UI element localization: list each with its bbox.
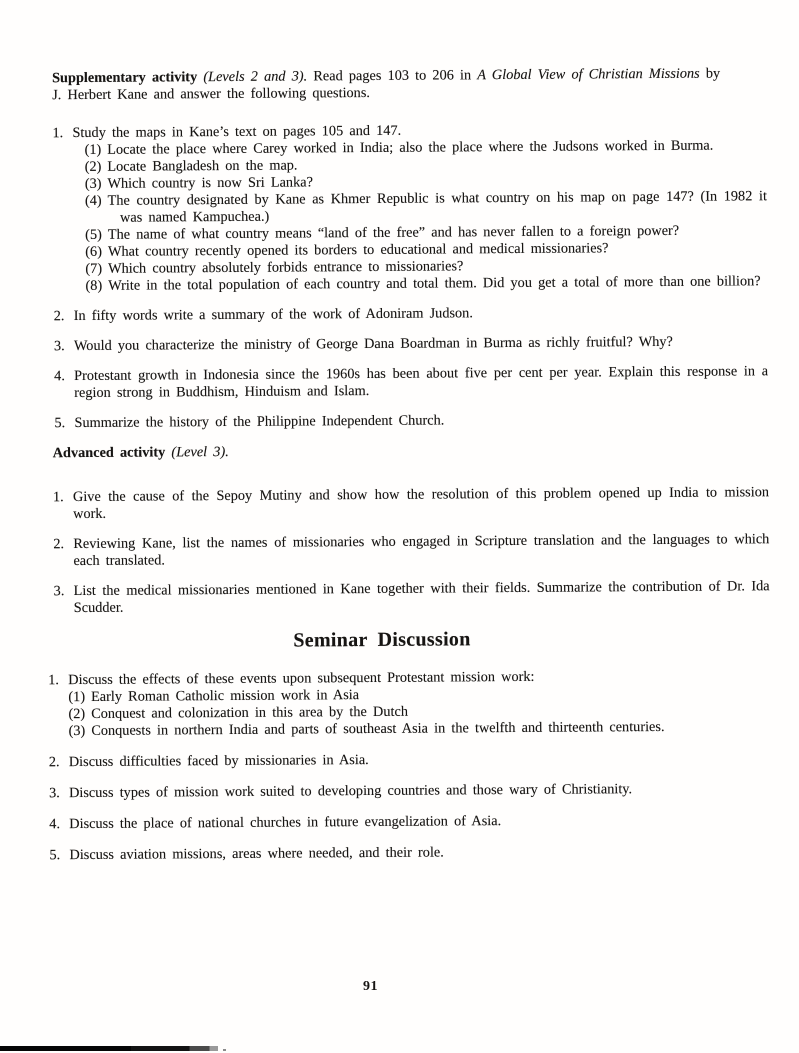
sub-item-text: Write in the total population of each country and total them. Did you get a total of more than one billion? <box>108 273 761 294</box>
sub-item-number: (7) <box>85 260 103 277</box>
item-text: Give the cause of the Sepoy Mutiny and show how the resolution of this problem opened up India to mission work. <box>72 484 770 523</box>
sub-item-number: (1) <box>68 688 86 706</box>
page-number: 91 <box>363 979 378 994</box>
sub-item-text: The country designated by Kane as Khmer Republic is what country on his map on page 147? (In 1982 it was named Kampuchea.) <box>107 188 767 226</box>
item-text: Would you characterize the ministry of George Dana Boardman in Burma as richly fruitful? Why? <box>73 333 673 355</box>
item-number: 1. <box>48 672 60 689</box>
sub-item-8 <box>73 273 767 295</box>
advanced-item-1 <box>53 484 769 523</box>
sub-item-text: Which country is now Sri Lanka? <box>107 174 313 192</box>
item-number: 3. <box>53 338 65 355</box>
item-text: Summarize the history of the Philippine Independent Church. <box>74 412 445 432</box>
item-number: 4. <box>54 368 65 385</box>
item-number: 3. <box>53 583 65 600</box>
seminar-item-3 <box>49 780 769 802</box>
supplementary-item-2 <box>54 303 768 325</box>
scan-artifact-speck <box>223 1049 226 1051</box>
book-title: A Global View of Christian Missions <box>477 65 700 84</box>
item-text: Study the maps in Kane’s text on pages 105 and 147. <box>72 122 402 142</box>
item-number: 2. <box>48 754 60 771</box>
item-body <box>72 120 767 295</box>
supplementary-item-1 <box>52 120 767 295</box>
item-text: Reviewing Kane, list the names of missionaries who engaged in Scripture translation and the languages to which each translated. <box>73 531 770 570</box>
supplementary-heading: Supplementary activity <box>52 69 198 87</box>
page-content <box>0 65 799 879</box>
sub-item-number: (2) <box>68 705 86 723</box>
item-number: 2. <box>53 536 65 553</box>
sub-item-number: (5) <box>85 226 102 243</box>
advanced-item-2 <box>53 531 769 570</box>
sub-item-number: (3) <box>84 175 102 192</box>
sub-item-text: The name of what country means “land of the free” and has never fallen to a foreign power? <box>107 222 680 243</box>
item-text: List the medical missionaries mentioned in Kane together with their fields. Summarize the contribution of Dr. Ida Scudder. <box>73 578 770 617</box>
scan-artifact-bar <box>0 1046 218 1051</box>
supplementary-intro-pre: Read pages 103 to 206 in <box>313 67 472 85</box>
supplementary-level-note: (Levels 2 and 3). <box>203 68 308 86</box>
item-text: Discuss types of mission work suited to developing countries and those wary of Christianity. <box>68 781 633 802</box>
advanced-level-note: (Level 3). <box>171 443 229 461</box>
supplementary-section <box>0 65 799 433</box>
advanced-heading-row <box>53 440 769 462</box>
item-number: 5. <box>49 847 61 864</box>
advanced-heading: Advanced activity <box>52 444 166 462</box>
item-number: 5. <box>54 415 66 432</box>
sub-item-number: (2) <box>84 158 102 175</box>
item-body <box>68 667 768 740</box>
sub-item-number: (6) <box>85 243 102 260</box>
item-text: In fifty words write a summary of the work of Adoniram Judson. <box>73 305 473 325</box>
sub-item-number: (1) <box>84 141 102 158</box>
seminar-heading: Seminar Discussion <box>293 628 471 652</box>
sub-item-text: Locate the place where Carey worked in India; also the place where the Judsons worked in Burma. <box>107 137 714 158</box>
supplementary-intro-cont: J. Herbert Kane and answer the following questions. <box>52 84 371 104</box>
item-number: 1. <box>52 125 64 142</box>
seminar-item-4 <box>49 811 769 833</box>
supplementary-intro-by: by <box>705 65 721 82</box>
sub-item-3 <box>69 718 769 740</box>
sub-item-text: Early Roman Catholic mission work in Asia <box>90 687 360 705</box>
sub-item-text: Conquests in northern India and parts of southeast Asia in the twelfth and thirteenth centuries. <box>91 718 665 739</box>
advanced-item-3 <box>54 578 770 617</box>
item-text: Discuss aviation missions, areas where needed, and their role. <box>69 844 444 864</box>
sub-item-text: Conquest and colonization in this area by the Dutch <box>91 703 409 722</box>
seminar-item-2 <box>49 749 769 771</box>
sub-item-text: What country recently opened its borders to educational and medical missionaries? <box>107 240 609 260</box>
supplementary-intro <box>52 65 766 104</box>
item-text: Discuss the place of national churches in future evangelization of Asia. <box>69 813 502 833</box>
seminar-section <box>4 625 799 865</box>
seminar-item-1 <box>48 667 768 740</box>
sub-item-number: (4) <box>84 192 102 209</box>
sub-item-number: (8) <box>85 277 103 294</box>
item-number: 2. <box>53 308 65 325</box>
sub-item-number: (3) <box>68 722 86 740</box>
advanced-section <box>3 440 799 618</box>
supplementary-item-5 <box>54 410 768 432</box>
sub-item-text: Locate Bangladesh on the map. <box>107 157 298 175</box>
item-text: Discuss difficulties faced by missionaries in Asia. <box>68 752 369 771</box>
item-number: 3. <box>48 785 60 802</box>
item-number: 4. <box>49 816 61 833</box>
item-text: Protestant growth in Indonesia since the 1960s has been about five per cent per year. Explain this response in a region strong in Buddhism, Hinduism and Islam. <box>74 363 769 402</box>
sub-item-text: Which country absolutely forbids entrance to missionaries? <box>108 258 464 277</box>
supplementary-item-4 <box>54 363 768 402</box>
item-text: Discuss the effects of these events upon subsequent Protestant mission work: <box>68 668 535 689</box>
seminar-item-5 <box>49 842 769 864</box>
item-number: 1. <box>52 489 64 506</box>
sub-item-4 <box>73 188 767 227</box>
supplementary-item-3 <box>54 333 768 355</box>
